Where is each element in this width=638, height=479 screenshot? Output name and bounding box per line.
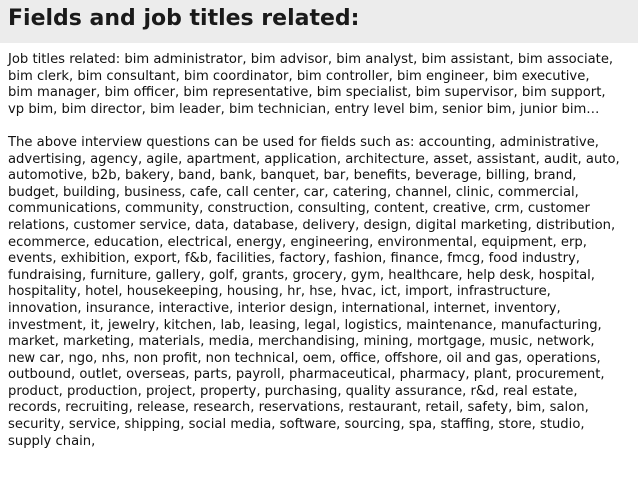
- slide-body: [8, 52, 636, 450]
- text-line: relations, customer service, data, database, delivery, design, digital marketing, distribution,: [8, 217, 616, 233]
- text-line: supply chain,: [8, 433, 96, 449]
- text-line: bim manager, bim officer, bim representative, bim specialist, bim supervisor, bim support,: [8, 85, 606, 101]
- text-line: budget, building, business, cafe, call center, car, catering, channel, clinic, commercial,: [8, 184, 579, 200]
- paragraph-gap: [8, 118, 636, 135]
- text-line: security, service, shipping, social media, software, sourcing, spa, staffing, store, studio,: [8, 417, 585, 433]
- text-line: innovation, insurance, interactive, interior design, international, internet, inventory,: [8, 300, 561, 316]
- text-line: vp bim, bim director, bim leader, bim technician, entry level bim, senior bim, junior bim…: [8, 101, 600, 117]
- slide-title: Fields and job titles related:: [8, 6, 360, 31]
- text-line: outbound, outlet, overseas, parts, payroll, pharmaceutical, pharmacy, plant, procurement,: [8, 367, 605, 383]
- text-line: automotive, b2b, bakery, band, bank, banquet, bar, benefits, beverage, billing, brand,: [8, 168, 577, 184]
- text-line: bim clerk, bim consultant, bim coordinator, bim controller, bim engineer, bim executive,: [8, 68, 590, 84]
- job-titles-paragraph: [8, 52, 636, 118]
- text-line: market, marketing, materials, media, merchandising, mining, mortgage, music, network,: [8, 334, 595, 350]
- text-line: The above interview questions can be used for fields such as: accounting, administrative,: [8, 134, 599, 150]
- title-bar: [0, 0, 638, 43]
- text-line: ecommerce, education, electrical, energy, engineering, environmental, equipment, erp,: [8, 234, 587, 250]
- text-line: communications, community, construction, consulting, content, creative, crm, customer: [8, 201, 590, 217]
- fields-paragraph: [8, 135, 636, 450]
- text-line: fundraising, furniture, gallery, golf, grants, grocery, gym, healthcare, help desk, hospital,: [8, 267, 595, 283]
- text-line: events, exhibition, export, f&b, facilities, factory, fashion, finance, fmcg, food industry,: [8, 251, 580, 267]
- text-line: advertising, agency, agile, apartment, application, architecture, asset, assistant, audit, auto,: [8, 151, 620, 167]
- text-line: Job titles related: bim administrator, bim advisor, bim analyst, bim assistant, bim associate,: [8, 52, 614, 67]
- text-line: new car, ngo, nhs, non profit, non technical, oem, office, offshore, oil and gas, operations,: [8, 350, 601, 366]
- text-line: hospitality, hotel, housekeeping, housing, hr, hse, hvac, ict, import, infrastructure,: [8, 284, 551, 300]
- text-line: investment, it, jewelry, kitchen, lab, leasing, legal, logistics, maintenance, manufacturing,: [8, 317, 602, 333]
- text-line: records, recruiting, release, research, reservations, restaurant, retail, safety, bim, salon,: [8, 400, 589, 416]
- text-line: product, production, project, property, purchasing, quality assurance, r&d, real estate,: [8, 383, 578, 399]
